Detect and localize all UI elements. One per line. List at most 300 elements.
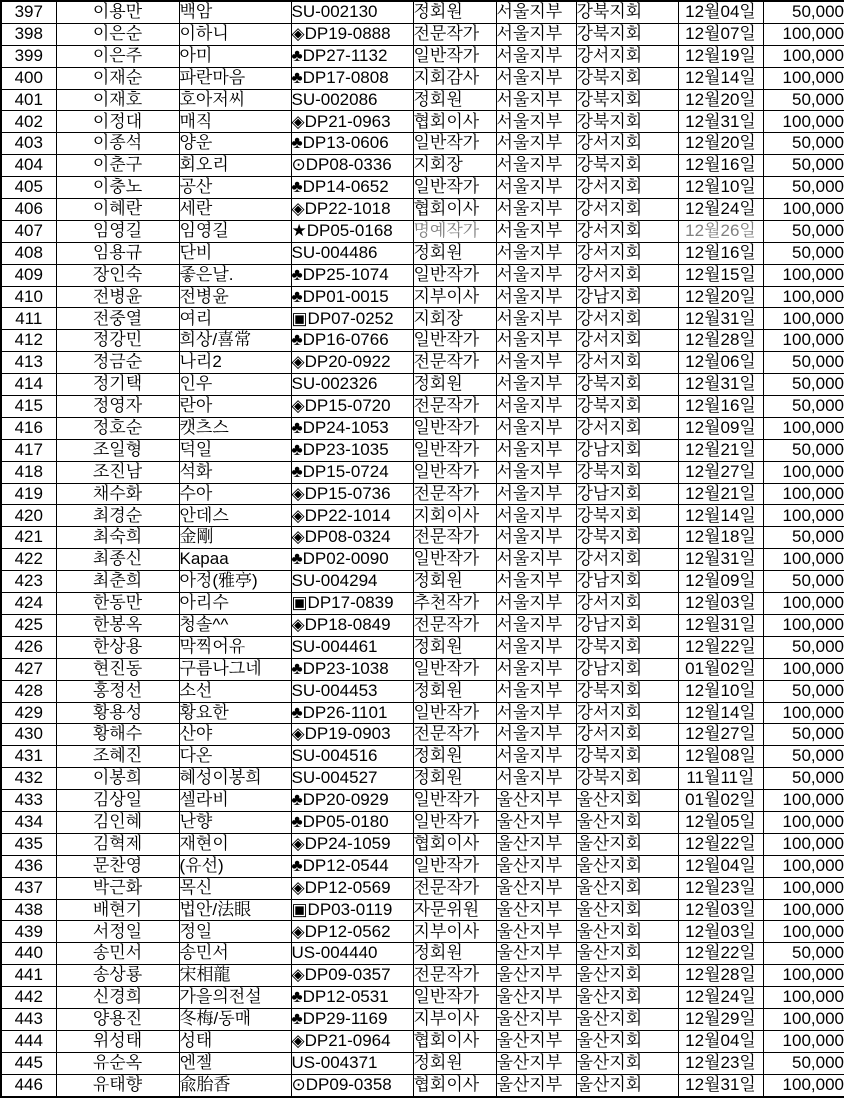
- cell-row-number: 423: [1, 571, 56, 593]
- cell-pen-name: 아리수: [179, 593, 291, 615]
- cell-role: 일반작가: [413, 330, 496, 352]
- cell-date: 12월20일: [678, 89, 763, 111]
- cell-region: 서울지부: [496, 374, 576, 396]
- cell-member-id: ◈DP15-0736: [291, 483, 413, 505]
- cell-row-number: 404: [1, 155, 56, 177]
- table-body: [1, 1, 844, 1097]
- cell-date: 12월04일: [678, 855, 763, 877]
- table-row: [1, 396, 844, 418]
- table-row: [1, 943, 844, 965]
- cell-pen-name: 매직: [179, 111, 291, 133]
- cell-date: 12월04일: [678, 1030, 763, 1052]
- cell-pen-name: 막찍어유: [179, 636, 291, 658]
- cell-branch: 강서지회: [576, 45, 678, 67]
- table-row: [1, 549, 844, 571]
- cell-pen-name: 兪胎香: [179, 1074, 291, 1096]
- cell-date: 12월15일: [678, 264, 763, 286]
- cell-branch: 강서지회: [576, 308, 678, 330]
- table-row: [1, 571, 844, 593]
- cell-date: 12월21일: [678, 483, 763, 505]
- cell-member-id: ◈DP19-0888: [291, 23, 413, 45]
- cell-role: 정회원: [413, 746, 496, 768]
- cell-region: 울산지부: [496, 811, 576, 833]
- table-row: [1, 790, 844, 812]
- cell-member-id: ◈DP21-0963: [291, 111, 413, 133]
- cell-member-name: 위성태: [56, 1030, 179, 1052]
- cell-region: 서울지부: [496, 702, 576, 724]
- cell-date: 12월03일: [678, 899, 763, 921]
- cell-row-number: 437: [1, 877, 56, 899]
- cell-region: 울산지부: [496, 965, 576, 987]
- cell-pen-name: 공산: [179, 177, 291, 199]
- cell-date: 12월20일: [678, 133, 763, 155]
- table-row: [1, 746, 844, 768]
- cell-date: 12월27일: [678, 461, 763, 483]
- cell-role: 협회이사: [413, 833, 496, 855]
- cell-amount: 100,000: [763, 417, 844, 439]
- cell-role: 협회이사: [413, 1030, 496, 1052]
- cell-pen-name: 난향: [179, 811, 291, 833]
- cell-role: 지회장: [413, 155, 496, 177]
- table-row: [1, 308, 844, 330]
- cell-branch: 강북지회: [576, 636, 678, 658]
- cell-amount: 100,000: [763, 614, 844, 636]
- cell-pen-name: 가을의전설: [179, 987, 291, 1009]
- cell-branch: 울산지회: [576, 855, 678, 877]
- cell-member-id: ♣DP25-1074: [291, 264, 413, 286]
- cell-role: 일반작가: [413, 133, 496, 155]
- cell-role: 일반작가: [413, 658, 496, 680]
- cell-branch: 울산지회: [576, 1008, 678, 1030]
- cell-pen-name: 희상/喜常: [179, 330, 291, 352]
- cell-branch: 울산지회: [576, 965, 678, 987]
- cell-role: 일반작가: [413, 45, 496, 67]
- cell-amount: 50,000: [763, 680, 844, 702]
- cell-row-number: 430: [1, 724, 56, 746]
- cell-member-name: 정영자: [56, 396, 179, 418]
- cell-role: 일반작가: [413, 417, 496, 439]
- cell-row-number: 417: [1, 439, 56, 461]
- cell-region: 서울지부: [496, 636, 576, 658]
- cell-amount: 100,000: [763, 833, 844, 855]
- cell-amount: 100,000: [763, 111, 844, 133]
- cell-date: 12월18일: [678, 527, 763, 549]
- cell-pen-name: 전병윤: [179, 286, 291, 308]
- cell-amount: 50,000: [763, 177, 844, 199]
- cell-member-id: ◈DP24-1059: [291, 833, 413, 855]
- cell-region: 서울지부: [496, 439, 576, 461]
- cell-branch: 강서지회: [576, 133, 678, 155]
- cell-branch: 울산지회: [576, 811, 678, 833]
- cell-region: 서울지부: [496, 177, 576, 199]
- cell-member-name: 최종신: [56, 549, 179, 571]
- cell-branch: 강북지회: [576, 505, 678, 527]
- cell-member-id: ♣DP27-1132: [291, 45, 413, 67]
- cell-role: 지부이사: [413, 286, 496, 308]
- cell-pen-name: 수아: [179, 483, 291, 505]
- cell-branch: 강남지회: [576, 483, 678, 505]
- cell-date: 12월07일: [678, 23, 763, 45]
- cell-branch: 강서지회: [576, 702, 678, 724]
- cell-role: 정회원: [413, 943, 496, 965]
- cell-member-id: SU-004461: [291, 636, 413, 658]
- cell-row-number: 428: [1, 680, 56, 702]
- cell-row-number: 399: [1, 45, 56, 67]
- cell-pen-name: 안데스: [179, 505, 291, 527]
- cell-member-id: ◈DP22-1018: [291, 199, 413, 221]
- cell-member-id: ▣DP03-0119: [291, 899, 413, 921]
- cell-pen-name: 백암: [179, 1, 291, 23]
- cell-role: 정회원: [413, 571, 496, 593]
- cell-member-name: 김인혜: [56, 811, 179, 833]
- table-row: [1, 987, 844, 1009]
- cell-row-number: 418: [1, 461, 56, 483]
- cell-date: 12월09일: [678, 571, 763, 593]
- cell-amount: 100,000: [763, 67, 844, 89]
- cell-branch: 울산지회: [576, 877, 678, 899]
- cell-branch: 강서지회: [576, 549, 678, 571]
- cell-member-name: 조혜진: [56, 746, 179, 768]
- cell-member-id: ♣DP15-0724: [291, 461, 413, 483]
- cell-amount: 50,000: [763, 746, 844, 768]
- cell-pen-name: 성태: [179, 1030, 291, 1052]
- cell-row-number: 444: [1, 1030, 56, 1052]
- cell-region: 서울지부: [496, 396, 576, 418]
- cell-pen-name: 소선: [179, 680, 291, 702]
- cell-member-name: 최춘희: [56, 571, 179, 593]
- cell-date: 12월03일: [678, 921, 763, 943]
- cell-branch: 강북지회: [576, 67, 678, 89]
- cell-amount: 100,000: [763, 965, 844, 987]
- cell-region: 서울지부: [496, 111, 576, 133]
- table-row: [1, 417, 844, 439]
- cell-member-name: 최숙희: [56, 527, 179, 549]
- cell-member-id: ◈DP12-0569: [291, 877, 413, 899]
- cell-member-name: 이은주: [56, 45, 179, 67]
- cell-member-id: ♣DP12-0531: [291, 987, 413, 1009]
- cell-member-name: 전병윤: [56, 286, 179, 308]
- cell-region: 울산지부: [496, 1008, 576, 1030]
- cell-member-name: 서정일: [56, 921, 179, 943]
- cell-region: 울산지부: [496, 877, 576, 899]
- cell-member-name: 이종석: [56, 133, 179, 155]
- cell-row-number: 443: [1, 1008, 56, 1030]
- cell-row-number: 398: [1, 23, 56, 45]
- cell-row-number: 410: [1, 286, 56, 308]
- cell-region: 서울지부: [496, 308, 576, 330]
- table-row: [1, 680, 844, 702]
- cell-region: 서울지부: [496, 45, 576, 67]
- cell-pen-name: 나리2: [179, 352, 291, 374]
- cell-pen-name: 청솔^^: [179, 614, 291, 636]
- cell-member-id: ♣DP20-0929: [291, 790, 413, 812]
- cell-row-number: 421: [1, 527, 56, 549]
- table-row: [1, 286, 844, 308]
- cell-member-id: SU-004453: [291, 680, 413, 702]
- cell-branch: 강남지회: [576, 614, 678, 636]
- cell-pen-name: 송민서: [179, 943, 291, 965]
- cell-role: 정회원: [413, 680, 496, 702]
- cell-branch: 강서지회: [576, 199, 678, 221]
- table-row: [1, 352, 844, 374]
- cell-amount: 100,000: [763, 286, 844, 308]
- cell-role: 지회감사: [413, 67, 496, 89]
- cell-branch: 강북지회: [576, 527, 678, 549]
- cell-row-number: 414: [1, 374, 56, 396]
- cell-branch: 강서지회: [576, 242, 678, 264]
- cell-role: 일반작가: [413, 987, 496, 1009]
- cell-role: 일반작가: [413, 177, 496, 199]
- cell-member-name: 한동만: [56, 593, 179, 615]
- cell-role: 전문작가: [413, 614, 496, 636]
- cell-date: 12월31일: [678, 614, 763, 636]
- cell-date: 12월16일: [678, 242, 763, 264]
- cell-branch: 강북지회: [576, 1, 678, 23]
- cell-role: 지회이사: [413, 505, 496, 527]
- cell-pen-name: 양운: [179, 133, 291, 155]
- cell-amount: 100,000: [763, 1008, 844, 1030]
- cell-pen-name: 좋은날.: [179, 264, 291, 286]
- cell-member-name: 유태향: [56, 1074, 179, 1096]
- cell-date: 12월14일: [678, 702, 763, 724]
- cell-role: 정회원: [413, 1, 496, 23]
- cell-pen-name: 캣츠스: [179, 417, 291, 439]
- cell-branch: 울산지회: [576, 899, 678, 921]
- table-row: [1, 483, 844, 505]
- cell-row-number: 411: [1, 308, 56, 330]
- cell-region: 서울지부: [496, 768, 576, 790]
- cell-date: 12월31일: [678, 374, 763, 396]
- cell-branch: 울산지회: [576, 921, 678, 943]
- cell-member-name: 조진남: [56, 461, 179, 483]
- cell-date: 12월14일: [678, 67, 763, 89]
- cell-date: 12월31일: [678, 111, 763, 133]
- cell-member-id: ⊙DP08-0336: [291, 155, 413, 177]
- cell-role: 지회장: [413, 308, 496, 330]
- cell-role: 전문작가: [413, 724, 496, 746]
- cell-region: 서울지부: [496, 330, 576, 352]
- cell-role: 일반작가: [413, 790, 496, 812]
- cell-member-id: ◈DP09-0357: [291, 965, 413, 987]
- cell-region: 서울지부: [496, 461, 576, 483]
- cell-amount: 50,000: [763, 1052, 844, 1074]
- table-row: [1, 593, 844, 615]
- table-row: [1, 199, 844, 221]
- cell-date: 12월29일: [678, 1008, 763, 1030]
- cell-row-number: 415: [1, 396, 56, 418]
- cell-row-number: 422: [1, 549, 56, 571]
- cell-role: 협회이사: [413, 199, 496, 221]
- cell-row-number: 446: [1, 1074, 56, 1096]
- cell-date: 12월22일: [678, 943, 763, 965]
- cell-row-number: 416: [1, 417, 56, 439]
- cell-role: 협회이사: [413, 111, 496, 133]
- cell-amount: 100,000: [763, 45, 844, 67]
- cell-amount: 50,000: [763, 352, 844, 374]
- cell-member-name: 홍정선: [56, 680, 179, 702]
- cell-role: 지부이사: [413, 1008, 496, 1030]
- cell-role: 정회원: [413, 242, 496, 264]
- cell-row-number: 405: [1, 177, 56, 199]
- cell-date: 12월31일: [678, 549, 763, 571]
- cell-branch: 강남지회: [576, 439, 678, 461]
- cell-date: 12월10일: [678, 177, 763, 199]
- cell-date: 12월03일: [678, 593, 763, 615]
- cell-date: 12월10일: [678, 680, 763, 702]
- cell-amount: 50,000: [763, 724, 844, 746]
- cell-row-number: 433: [1, 790, 56, 812]
- cell-row-number: 413: [1, 352, 56, 374]
- cell-member-name: 이은순: [56, 23, 179, 45]
- cell-role: 일반작가: [413, 264, 496, 286]
- table-row: [1, 636, 844, 658]
- table-row: [1, 527, 844, 549]
- cell-member-id: SU-002326: [291, 374, 413, 396]
- cell-pen-name: 재현이: [179, 833, 291, 855]
- cell-amount: 50,000: [763, 374, 844, 396]
- cell-amount: 50,000: [763, 527, 844, 549]
- cell-role: 전문작가: [413, 527, 496, 549]
- cell-member-id: ◈DP21-0964: [291, 1030, 413, 1052]
- table-row: [1, 877, 844, 899]
- cell-member-name: 신경희: [56, 987, 179, 1009]
- cell-role: 일반작가: [413, 702, 496, 724]
- cell-member-name: 한상용: [56, 636, 179, 658]
- cell-role: 정회원: [413, 636, 496, 658]
- cell-member-name: 현진동: [56, 658, 179, 680]
- cell-date: 12월24일: [678, 199, 763, 221]
- cell-amount: 50,000: [763, 155, 844, 177]
- cell-pen-name: 아정(雅亭): [179, 571, 291, 593]
- cell-amount: 50,000: [763, 768, 844, 790]
- cell-role: 일반작가: [413, 855, 496, 877]
- cell-region: 서울지부: [496, 133, 576, 155]
- cell-member-name: 양용진: [56, 1008, 179, 1030]
- cell-member-id: ◈DP20-0922: [291, 352, 413, 374]
- cell-member-name: 이재순: [56, 67, 179, 89]
- cell-amount: 50,000: [763, 943, 844, 965]
- cell-role: 전문작가: [413, 23, 496, 45]
- cell-region: 울산지부: [496, 921, 576, 943]
- cell-row-number: 407: [1, 220, 56, 242]
- cell-member-id: ♣DP29-1169: [291, 1008, 413, 1030]
- cell-pen-name: 다온: [179, 746, 291, 768]
- cell-region: 울산지부: [496, 1030, 576, 1052]
- cell-amount: 100,000: [763, 505, 844, 527]
- cell-branch: 강북지회: [576, 23, 678, 45]
- cell-role: 일반작가: [413, 439, 496, 461]
- cell-date: 12월26일: [678, 220, 763, 242]
- cell-region: 울산지부: [496, 833, 576, 855]
- cell-member-id: SU-002086: [291, 89, 413, 111]
- table-row: [1, 1008, 844, 1030]
- table-row: [1, 439, 844, 461]
- cell-role: 정회원: [413, 1052, 496, 1074]
- cell-row-number: 432: [1, 768, 56, 790]
- cell-row-number: 401: [1, 89, 56, 111]
- cell-region: 서울지부: [496, 593, 576, 615]
- cell-region: 서울지부: [496, 67, 576, 89]
- cell-branch: 강북지회: [576, 396, 678, 418]
- cell-member-name: 문찬영: [56, 855, 179, 877]
- cell-row-number: 427: [1, 658, 56, 680]
- cell-member-id: ♣DP01-0015: [291, 286, 413, 308]
- table-row: [1, 965, 844, 987]
- cell-date: 12월14일: [678, 505, 763, 527]
- cell-branch: 강서지회: [576, 220, 678, 242]
- cell-pen-name: 엔젤: [179, 1052, 291, 1074]
- cell-row-number: 412: [1, 330, 56, 352]
- cell-region: 울산지부: [496, 987, 576, 1009]
- cell-region: 서울지부: [496, 242, 576, 264]
- cell-branch: 강남지회: [576, 658, 678, 680]
- cell-pen-name: 호아저씨: [179, 89, 291, 111]
- cell-role: 정회원: [413, 374, 496, 396]
- cell-branch: 울산지회: [576, 833, 678, 855]
- cell-amount: 50,000: [763, 1, 844, 23]
- table-row: [1, 374, 844, 396]
- cell-member-id: ♣DP26-1101: [291, 702, 413, 724]
- cell-row-number: 403: [1, 133, 56, 155]
- cell-member-name: 황해수: [56, 724, 179, 746]
- cell-member-name: 이용만: [56, 1, 179, 23]
- cell-member-id: SU-004516: [291, 746, 413, 768]
- cell-member-name: 송민서: [56, 943, 179, 965]
- cell-pen-name: 세란: [179, 199, 291, 221]
- cell-row-number: 439: [1, 921, 56, 943]
- cell-date: 12월24일: [678, 987, 763, 1009]
- cell-member-id: ◈DP08-0324: [291, 527, 413, 549]
- cell-row-number: 438: [1, 899, 56, 921]
- table-row: [1, 264, 844, 286]
- cell-member-id: ♣DP05-0180: [291, 811, 413, 833]
- cell-row-number: 406: [1, 199, 56, 221]
- cell-region: 울산지부: [496, 855, 576, 877]
- cell-pen-name: 임영길: [179, 220, 291, 242]
- cell-branch: 강북지회: [576, 461, 678, 483]
- cell-amount: 100,000: [763, 811, 844, 833]
- cell-member-name: 황용성: [56, 702, 179, 724]
- cell-branch: 강서지회: [576, 352, 678, 374]
- cell-date: 11월11일: [678, 768, 763, 790]
- cell-branch: 강남지회: [576, 571, 678, 593]
- cell-member-id: ◈DP15-0720: [291, 396, 413, 418]
- cell-member-id: ♣DP17-0808: [291, 67, 413, 89]
- cell-date: 12월21일: [678, 439, 763, 461]
- cell-pen-name: 황요한: [179, 702, 291, 724]
- cell-region: 울산지부: [496, 790, 576, 812]
- cell-row-number: 431: [1, 746, 56, 768]
- cell-amount: 100,000: [763, 264, 844, 286]
- table-row: [1, 811, 844, 833]
- cell-date: 12월31일: [678, 308, 763, 330]
- table-row: [1, 899, 844, 921]
- cell-region: 서울지부: [496, 417, 576, 439]
- cell-amount: 100,000: [763, 549, 844, 571]
- cell-branch: 강서지회: [576, 177, 678, 199]
- cell-member-name: 임용규: [56, 242, 179, 264]
- cell-branch: 강북지회: [576, 746, 678, 768]
- cell-member-id: ♣DP13-0606: [291, 133, 413, 155]
- cell-amount: 100,000: [763, 658, 844, 680]
- cell-member-id: ◈DP18-0849: [291, 614, 413, 636]
- cell-amount: 100,000: [763, 855, 844, 877]
- cell-member-id: US-004371: [291, 1052, 413, 1074]
- cell-role: 전문작가: [413, 396, 496, 418]
- table-row: [1, 614, 844, 636]
- cell-amount: 50,000: [763, 133, 844, 155]
- cell-pen-name: (유선): [179, 855, 291, 877]
